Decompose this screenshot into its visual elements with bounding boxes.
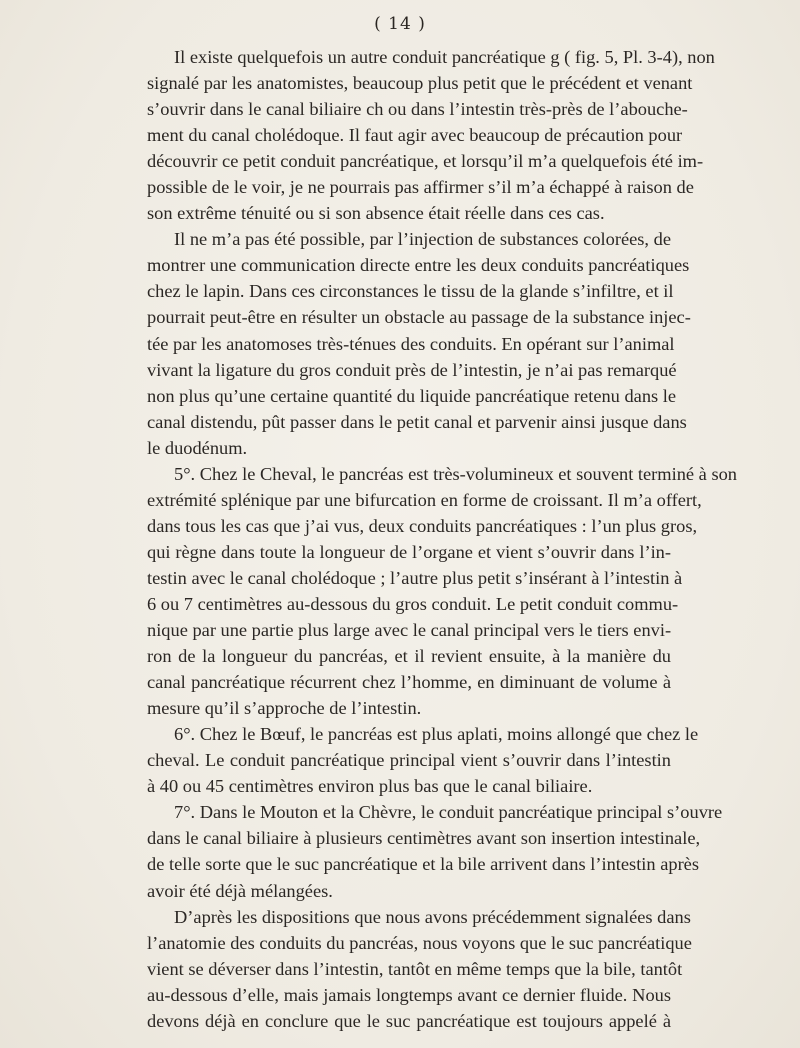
text-line: le duodénum. [147,437,248,458]
text-line: canal distendu, pût passer dans le petit canal et parvenir ainsi jusque dans [147,411,687,432]
paragraph [147,721,699,799]
paragraph [147,904,692,1034]
text-line: dans tous les cas que j’ai vus, deux conduits pancréatiques : l’un plus gros, [147,515,698,536]
text-line: non plus qu’une certaine quantité du liquide pancréatique retenu dans le [147,385,677,406]
text-line: au-dessous d’elle, mais jamais longtemps avant ce dernier fluide. Nous [147,984,671,1005]
text-line: 6 ou 7 centimètres au-dessous du gros conduit. Le petit conduit commu- [147,593,679,614]
text-line: vient se déverser dans l’intestin, tantôt en même temps que la bile, tantôt [147,958,683,979]
paragraph [147,461,737,721]
text-line: qui règne dans toute la longueur de l’organe et vient s’ouvrir dans l’in- [147,541,671,562]
text-line: ron de la longueur du pancréas, et il revient ensuite, à la manière du [147,646,671,667]
text-line: l’anatomie des conduits du pancréas, nous voyons que le suc pancréatique [147,932,692,953]
text-line: devons déjà en conclure que le suc pancréatique est toujours appelé à [147,1010,671,1031]
text-line: dans le canal biliaire à plusieurs centimètres avant son insertion intestinale, [147,828,701,849]
paragraph [147,226,691,460]
text-line: vivant la ligature du gros conduit près de l’intestin, je n’ai pas remarqué [147,359,677,380]
text-line: cheval. Le conduit pancréatique principal vient s’ouvrir dans l’intestin [147,750,671,771]
text-line: mesure qu’il s’approche de l’intestin. [147,698,422,719]
text-line: Il ne m’a pas été possible, par l’injection de substances colorées, de [174,229,671,250]
text-line: tée par les anatomoses très-ténues des conduits. En opérant sur l’animal [147,333,675,354]
paragraph [147,44,715,226]
text-line: 5°. Chez le Cheval, le pancréas est très-volumineux et souvent terminé à son [174,463,737,484]
paragraph [147,799,723,903]
text-line: montrer une communication directe entre les deux conduits pancréatiques [147,255,690,276]
text-line: Il existe quelquefois un autre conduit pancréatique g ( fig. 5, Pl. 3-4), non [174,47,715,67]
page-number: ( 14 ) [374,14,426,34]
text-line: à 40 ou 45 centimètres environ plus bas que le canal biliaire. [147,776,593,797]
text-line: son extrême ténuité ou si son absence était réelle dans ces cas. [147,203,605,224]
text-line: ment du canal cholédoque. Il faut agir avec beaucoup de précaution pour [147,125,683,146]
text-line: découvrir ce petit conduit pancréatique, et lorsqu’il m’a quelquefois été im- [147,151,704,172]
text-line: signalé par les anatomistes, beaucoup plus petit que le précédent et venant [147,73,693,94]
text-line: D’après les dispositions que nous avons précédemment signalées dans [174,906,691,927]
text-line: avoir été déjà mélangées. [147,880,333,901]
text-line: chez le lapin. Dans ces circonstances le tissu de la glande s’infiltre, et il [147,281,674,302]
text-line: canal pancréatique récurrent chez l’homme, en diminuant de volume à [147,672,671,693]
text-line: pourrait peut-être en résulter un obstacle au passage de la substance injec- [147,307,691,328]
text-line: de telle sorte que le suc pancréatique et la bile arrivent dans l’intestin après [147,854,700,875]
text-line: testin avec le canal cholédoque ; l’autre plus petit s’insérant à l’intestin à [147,567,683,588]
text-line: extrémité splénique par une bifurcation en forme de croissant. Il m’a offert, [147,489,702,510]
text-line: nique par une partie plus large avec le canal principal vers le tiers envi- [147,620,672,641]
body-text [147,44,737,1034]
text-line: possible de le voir, je ne pourrais pas affirmer s’il m’a échappé à raison de [147,177,694,198]
text-line: 6°. Chez le Bœuf, le pancréas est plus aplati, moins allongé que chez le [174,724,699,745]
text-line: s’ouvrir dans le canal biliaire ch ou dans l’intestin très-près de l’abouche- [147,99,688,120]
text-line: 7°. Dans le Mouton et la Chèvre, le conduit pancréatique principal s’ouvre [174,802,723,823]
